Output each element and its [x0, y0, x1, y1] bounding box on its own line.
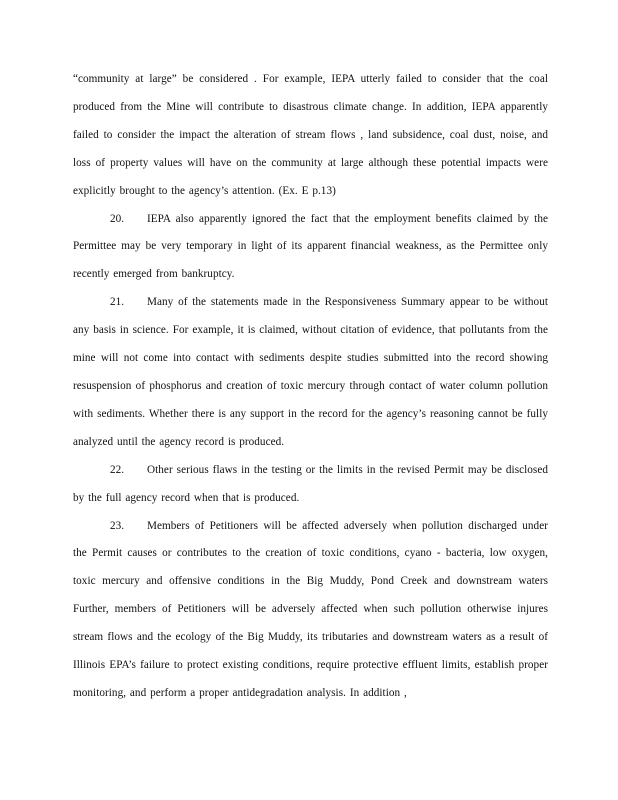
- body-text: [73, 66, 548, 708]
- paragraph-number: 21.: [110, 296, 125, 309]
- paragraph-23: [73, 513, 548, 708]
- paragraph-20: [73, 206, 548, 290]
- paragraph-continuation: [73, 66, 548, 206]
- paragraph-text: IEPA also apparently ignored the fact that the employment benefits claimed by the Permittee may be very temporary in light of its apparent financial weakness, as the Permittee only recently emerged from bankruptcy.: [73, 212, 548, 281]
- paragraph-number: 20.: [110, 212, 125, 225]
- paragraph-text: Other serious flaws in the testing or the limits in the revised Permit may be disclosed by the full agency record when that is produced.: [73, 463, 548, 504]
- paragraph-text: “community at large” be considered . For example, IEPA utterly failed to consider that the coal produced from the Mine will contribute to disastrous climate change. In addition, IEPA apparently failed to consider the impact the alteration of stream flows , land subsidence, coal dust, noise, and loss of property values will have on the community at large although these potential impacts were explicitly brought to the agency’s attention. (Ex. E p.13): [73, 73, 548, 197]
- paragraph-text: Members of Petitioners will be affected adversely when pollution discharged under the Permit causes or contributes to the creation of toxic conditions, cyano - bacteria, low oxygen, toxic mercury and offensive conditions in the Big Muddy, Pond Creek and downstream waters Further, members of Petitioners will be adversely affected when such pollution otherwise injures stream flows and the ecology of the Big Muddy, its tributaries and downstream waters as a result of Illinois EPA’s failure to protect existing conditions, require protective effluent limits, establish proper monitoring, and perform a proper antidegradation analysis. In addition ,: [73, 519, 548, 699]
- paragraph-22: [73, 457, 548, 513]
- paragraph-number: 23.: [110, 519, 125, 532]
- paragraph-21: [73, 289, 548, 456]
- paragraph-text: Many of the statements made in the Responsiveness Summary appear to be without any basis in science. For example, it is claimed, without citation of evidence, that pollutants from the mine will not come into contact with sediments despite studies submitted into the record showing resuspension of phosphorus and creation of toxic mercury through contact of water column pollution with sediments. Whether there is any support in the record for the agency’s reasoning cannot be fully analyzed until the agency record is produced.: [73, 296, 548, 448]
- paragraph-number: 22.: [110, 463, 125, 476]
